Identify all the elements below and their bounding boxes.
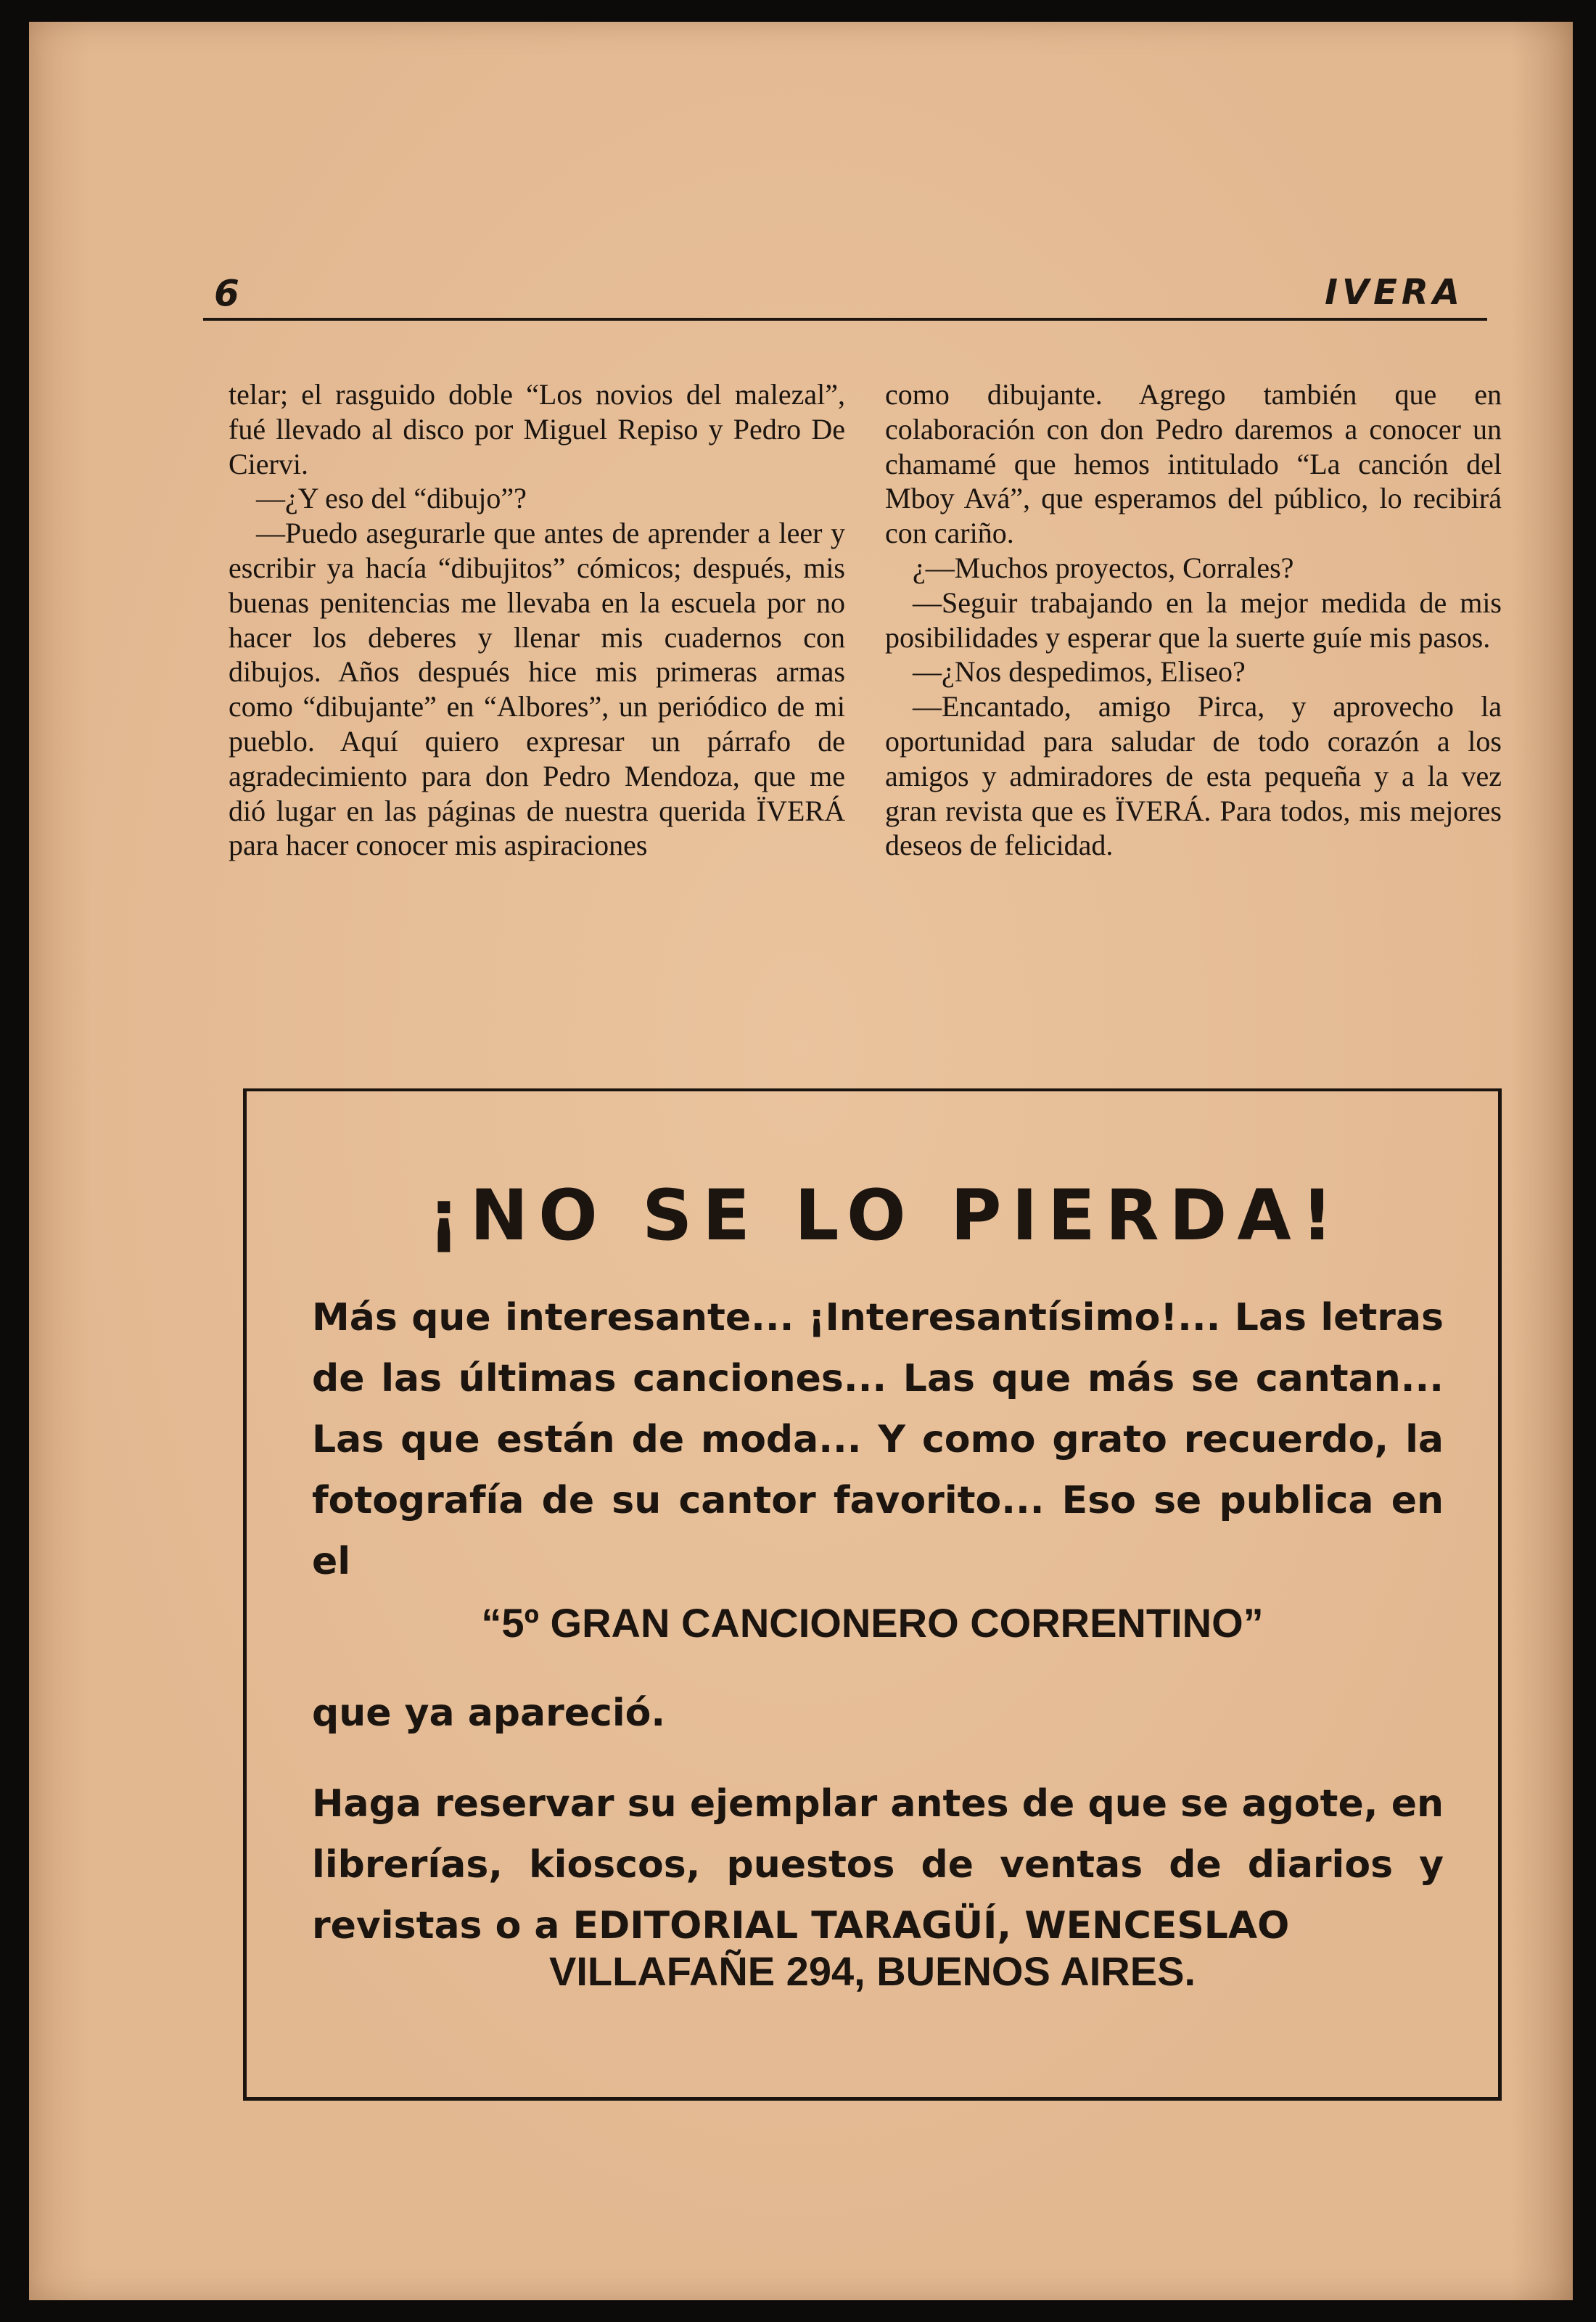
advertisement-note: que ya apareció.	[312, 1691, 666, 1735]
paragraph: —Encantado, amigo Pirca, y aprovecho la oportunidad para saludar de todo corazón a los amigos y admiradores de esta pequeña y a la vez gran revista que es ÏVERÁ. Para todos, mis mejores deseos de felicidad.	[885, 690, 1502, 862]
magazine-page	[29, 22, 1573, 2300]
paragraph: —¿Nos despedimos, Eliseo?	[913, 655, 1246, 689]
article-column-left	[229, 377, 845, 863]
advertisement-headline: ¡NO SE LO PIERDA!	[428, 1175, 1344, 1256]
advertisement-reserve: Haga reservar su ejemplar antes de que se agote, en librerías, kioscos, puestos de ventas de diarios y revistas o a EDITORIAL TARAGÜÍ, WENCESLAO	[312, 1782, 1444, 1948]
advertisement-box	[243, 1088, 1502, 2101]
advertisement-intro: Más que interesante... ¡Interesantísimo!... Las letras de las últimas canciones... Las que más se cantan... Las que están de moda... Y como grato recuerdo, la fotografía de su cantor favorito... Eso se publica en el	[312, 1296, 1444, 1583]
article-column-right	[885, 377, 1502, 863]
paragraph: ¿—Muchos proyectos, Corrales?	[913, 551, 1294, 584]
paragraph: —¿Y eso del “dibujo”?	[256, 482, 527, 515]
magazine-title: IVERA	[1325, 272, 1464, 313]
paragraph: —Puedo asegurarle que antes de aprender a leer y escribir ya hacía “dibujitos” cómicos; después, mis buenas penitencias me llevaba en la escuela por no hacer los deberes y llenar mis cuadernos con dibujos. Años después hice mis primeras armas como “dibujante” en “Albores”, un periódico de mi pueblo. Aquí quiero expresar un párrafo de agradecimiento para don Pedro Mendoza, que me dió lugar en las páginas de nuestra querida ÏVERÁ para hacer conocer mis aspiraciones	[229, 517, 845, 862]
paragraph: —Seguir trabajando en la mejor medida de mis posibilidades y esperar que la suerte guíe mis pasos.	[885, 586, 1502, 654]
paragraph: como dibujante. Agrego también que en colaboración con don Pedro daremos a conocer un chamamé que hemos intitulado “La canción del Mboy Avá”, que esperamos del público, lo recibirá con cariño.	[885, 378, 1502, 550]
publisher-address: VILLAFAÑE 294, BUENOS AIRES.	[549, 1948, 1196, 1994]
cancionero-title: “5º GRAN CANCIONERO CORRENTINO”	[481, 1600, 1264, 1646]
page-number: 6	[214, 272, 239, 314]
header-rule	[203, 318, 1487, 321]
paragraph: telar; el rasguido doble “Los novios del malezal”, fué llevado al disco por Miguel Repiso y Pedro De Ciervi.	[229, 378, 845, 480]
